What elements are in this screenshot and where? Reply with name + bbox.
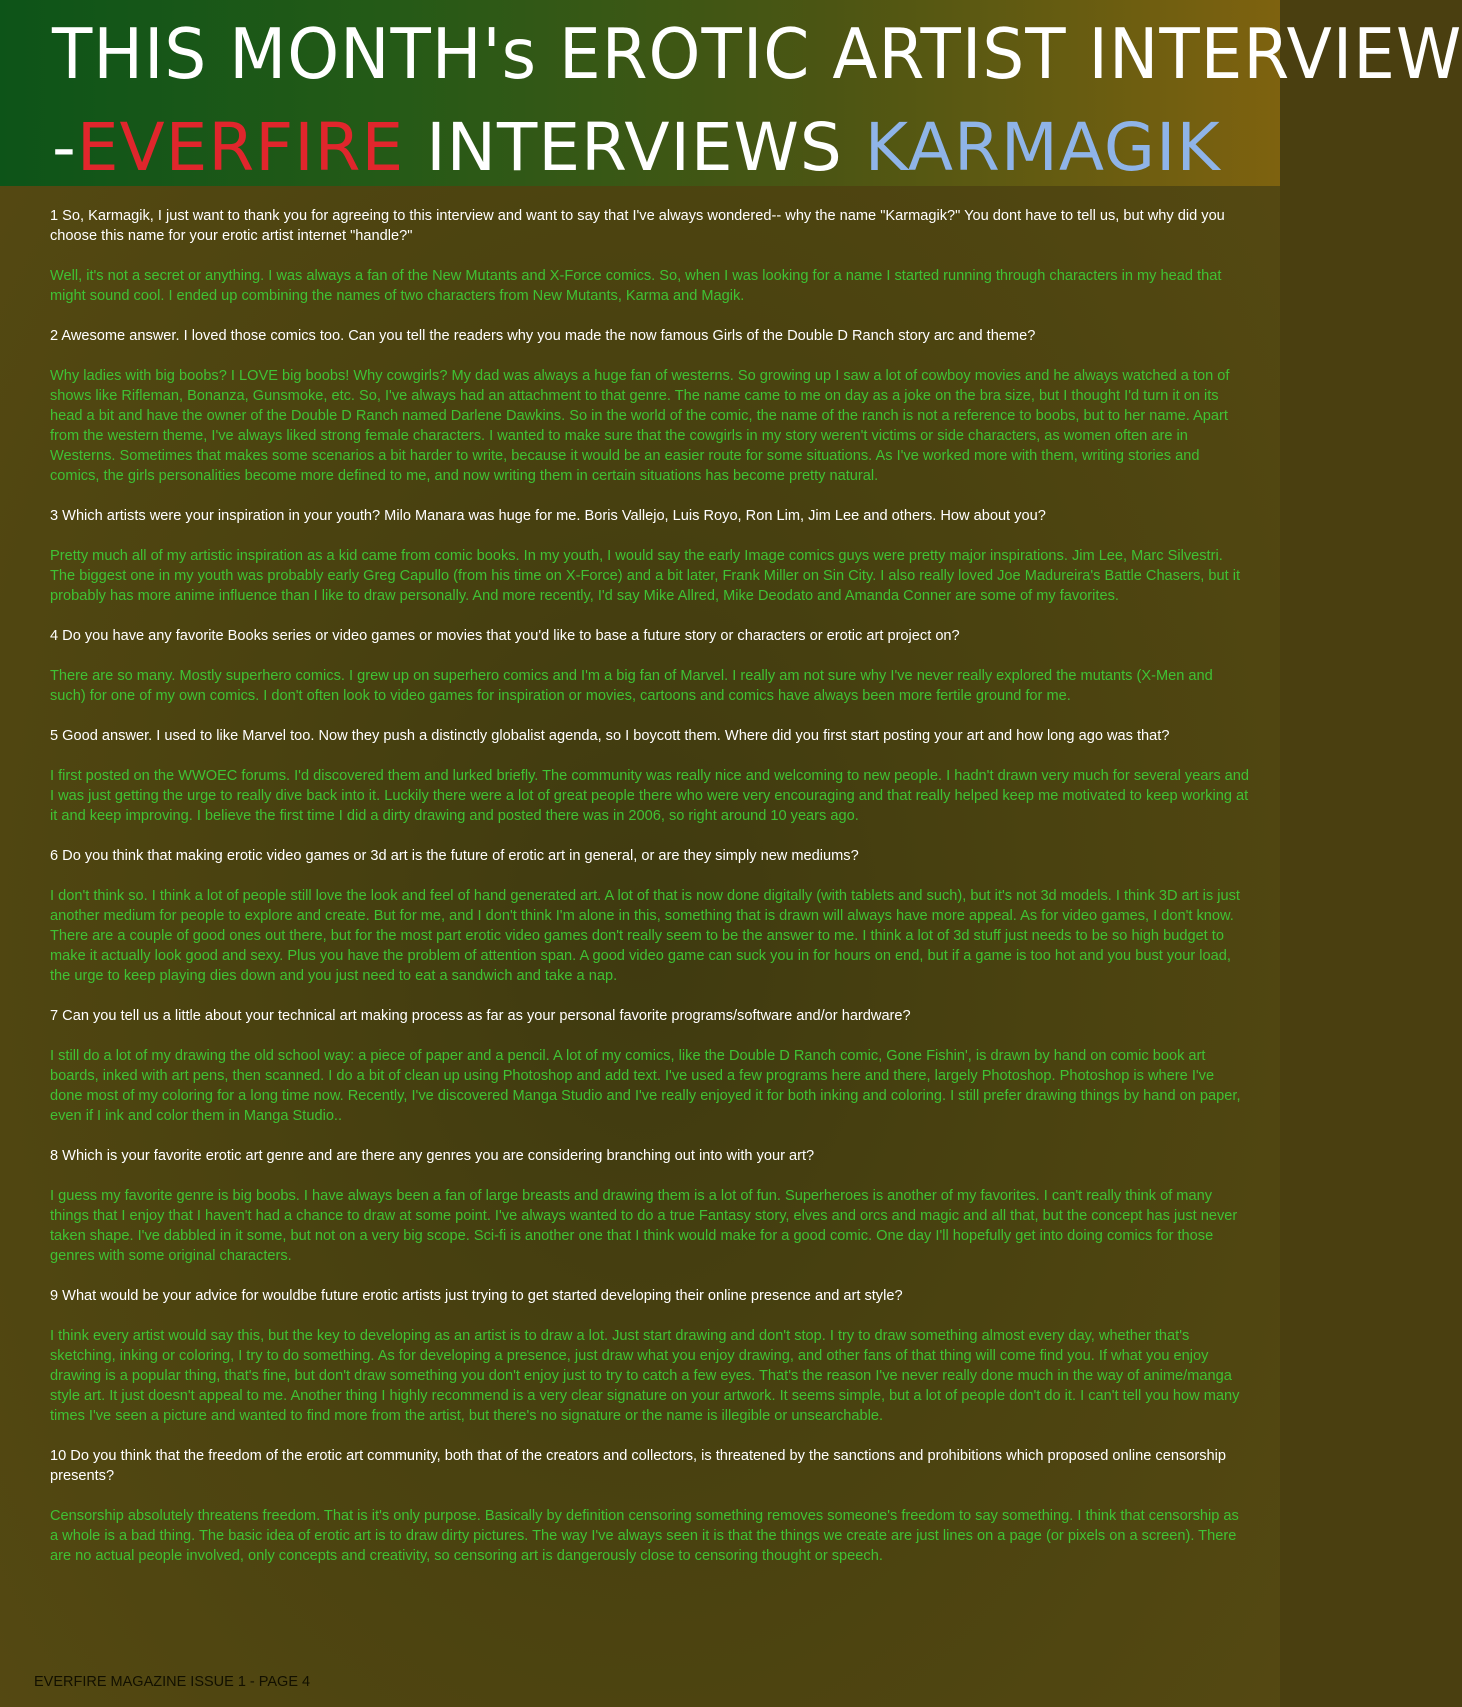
answer-3: Pretty much all of my artistic inspiration as a kid came from comic books. In my youth, I would say the early Image comics guys were pretty major inspirations. Jim Lee, Marc Silvestri. The biggest one in my youth was probably early Greg Capullo (from his time on X-Force) and a bit later, Frank Miller on Sin City. I also really loved Joe Madureira's Battle Chasers, but it probably has more anime influence than I like to draw personally. And more recently, I'd say Mike Allred, Mike Deodato and Amanda Conner are some of my favorites. bbox=[50, 548, 1240, 604]
page-title: THIS MONTH's EROTIC ARTIST INTERVIEW bbox=[52, 13, 1462, 95]
answer-9: I think every artist would say this, but the key to developing as an artist is to draw a lot. Just start drawing and don't stop. I try to draw something almost every day, whether that's sketching, inking or coloring, I try to do something. As for developing a presence, just draw what you enjoy drawing, and other fans of that thing will come find you. If what you enjoy drawing is a popular thing, that's fine, but don't draw something you don't enjoy just to try to catch a few eyes. That's the reason I've never really done much in the way of anime/manga style art. It just doesn't appeal to me. Another thing I highly recommend is a very clear signature on your artwork. It seems simple, but a lot of people don't do it. I can't tell you how many times I've seen a picture and wanted to find more from the artist, but there's no signature or the name is illegible or unsearchable. bbox=[50, 1328, 1240, 1424]
question-4: 4 Do you have any favorite Books series or video games or movies that you'd like to base a future story or characters or erotic art project on? bbox=[50, 628, 960, 644]
page-footer: EVERFIRE MAGAZINE ISSUE 1 - PAGE 4 bbox=[34, 1674, 311, 1690]
question-2: 2 Awesome answer. I loved those comics too. Can you tell the readers why you made the now famous Girls of the Double D Ranch story arc and theme? bbox=[50, 328, 1036, 344]
answer-5: I first posted on the WWOEC forums. I'd discovered them and lurked briefly. The community was really nice and welcoming to new people. I hadn't drawn very much for several years and I was just getting the urge to really dive back into it. Luckily there were a lot of great people there who were very encouraging and that really helped keep me motivated to keep working at it and keep improving. I believe the first time I did a dirty drawing and posted there was in 2006, so right around 10 years ago. bbox=[50, 768, 1250, 824]
subtitle-dash: - bbox=[52, 109, 77, 186]
question-8: 8 Which is your favorite erotic art genre and are there any genres you are considering branching out into with your art? bbox=[50, 1148, 815, 1164]
page-header bbox=[0, 0, 1462, 186]
answer-7: I still do a lot of my drawing the old school way: a piece of paper and a pencil. A lot of my comics, like the Double D Ranch comic, Gone Fishin', is drawn by hand on comic book art boards, inked with art pens, then scanned. I do a bit of clean up using Photoshop and add text. I've used a few programs here and there, largely Photoshop. Photoshop is where I've done most of my coloring for a long time now. Recently, I've discovered Manga Studio and I've really enjoyed it for both inking and coloring. I still prefer drawing things by hand on paper, even if I ink and color them in Manga Studio.. bbox=[50, 1048, 1241, 1124]
answer-4: There are so many. Mostly superhero comics. I grew up on superhero comics and I'm a big fan of Marvel. I really am not sure why I've never really explored the mutants (X-Men and such) for one of my own comics. I don't often look to video games for inspiration or movies, cartoons and comics have always been more fertile ground for me. bbox=[50, 668, 1213, 704]
question-3: 3 Which artists were your inspiration in your youth? Milo Manara was huge for me. Boris Vallejo, Luis Royo, Ron Lim, Jim Lee and others. How about you? bbox=[50, 508, 1046, 524]
question-7: 7 Can you tell us a little about your technical art making process as far as your personal favorite programs/software and/or hardware? bbox=[50, 1008, 911, 1024]
question-5: 5 Good answer. I used to like Marvel too. Now they push a distinctly globalist agenda, so I boycott them. Where did you first start posting your art and how long ago was that? bbox=[50, 728, 1170, 744]
question-9: 9 What would be your advice for wouldbe future erotic artists just trying to get started developing their online presence and art style? bbox=[50, 1288, 903, 1304]
answer-1: Well, it's not a secret or anything. I was always a fan of the New Mutants and X-Force comics. So, when I was looking for a name I started running through characters in my head that might sound cool. I ended up combining the names of two characters from New Mutants, Karma and Magik. bbox=[50, 268, 1222, 304]
interview-body bbox=[50, 206, 1250, 1586]
interviewee-name: KARMAGIK bbox=[864, 109, 1221, 186]
answer-6: I don't think so. I think a lot of people still love the look and feel of hand generated art. A lot of that is now done digitally (with tablets and such), but it's not 3d models. I think 3D art is just another medium for people to explore and create. But for me, and I don't think I'm alone in this, something that is drawn will always have more appeal. As for video games, I don't know. There are a couple of good ones out there, but for the most part erotic video games don't really seem to be the answer to me. I think a lot of 3d stuff just needs to be so high budget to make it actually look good and sexy. Plus you have the problem of attention span. A good video game can suck you in for hours on end, but if a game is too hot and you bust your load, the urge to keep playing dies down and you just need to eat a sandwich and take a nap. bbox=[50, 888, 1240, 984]
page-subtitle bbox=[52, 106, 1252, 190]
question-10: 10 Do you think that the freedom of the erotic art community, both that of the creators and collectors, is threatened by the sanctions and prohibitions which proposed online censorship presents? bbox=[50, 1448, 1227, 1484]
answer-8: I guess my favorite genre is big boobs. I have always been a fan of large breasts and drawing them is a lot of fun. Superheroes is another of my favorites. I can't really think of many things that I enjoy that I haven't had a chance to draw at some point. I've always wanted to do a true Fantasy story, elves and orcs and magic and all that, but the concept has just never taken shape. I've dabbled in it some, but not on a very big scope. Sci-fi is another one that I think would make for a good comic. One day I'll hopefully get into doing comics for those genres with some original characters. bbox=[50, 1188, 1238, 1264]
interviewer-name: EVERFIRE bbox=[76, 109, 405, 186]
question-1: 1 So, Karmagik, I just want to thank you for agreeing to this interview and want to say that I've always wondered-- why the name "Karmagik?" You dont have to tell us, but why did you choose this name for your erotic artist internet "handle?" bbox=[50, 208, 1225, 244]
answer-10: Censorship absolutely threatens freedom. That is it's only purpose. Basically by definition censoring something removes someone's freedom to say something. I think that censorship as a whole is a bad thing. The basic idea of erotic art is to draw dirty pictures. The way I've always seen it is that the things we create are just lines on a page (or pixels on a screen). There are no actual people involved, only concepts and creativity, so censoring art is dangerously close to censoring thought or speech. bbox=[50, 1508, 1239, 1564]
question-6: 6 Do you think that making erotic video games or 3d art is the future of erotic art in general, or are they simply new mediums? bbox=[50, 848, 859, 864]
interviews-word: INTERVIEWS bbox=[426, 109, 843, 186]
answer-2: Why ladies with big boobs? I LOVE big boobs! Why cowgirls? My dad was always a huge fan of westerns. So growing up I saw a lot of cowboy movies and he always watched a ton of shows like Rifleman, Bonanza, Gunsmoke, etc. So, I've always had an attachment to that genre. The name came to me on day as a joke on the bra size, but I thought I'd turn it on its head a bit and have the owner of the Double D Ranch named Darlene Dawkins. So in the world of the comic, the name of the ranch is not a reference to boobs, but to her name. Apart from the western theme, I've always liked strong female characters. I wanted to make sure that the cowgirls in my story weren't victims or side characters, as women often are in Westerns. Sometimes that makes some scenarios a bit harder to write, because it would be an easier route for some situations. As I've worked more with them, writing stories and comics, the girls personalities become more defined to me, and now writing them in certain situations has become pretty natural. bbox=[50, 368, 1230, 484]
